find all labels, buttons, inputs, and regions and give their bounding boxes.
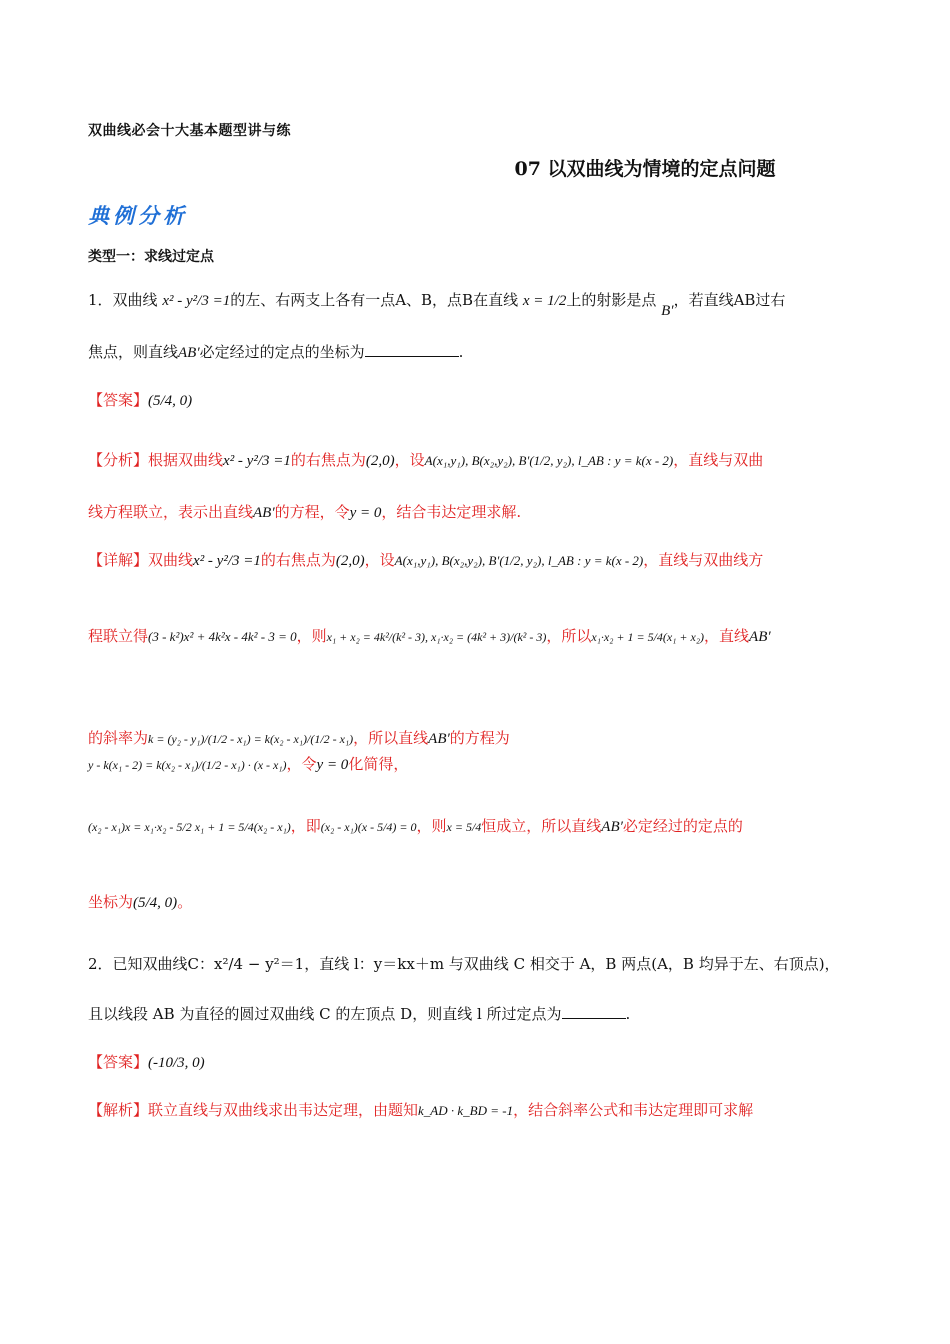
type-heading: 类型一：求线过定点 [88,249,214,265]
q1-line1: 1．双曲线 x² - y²/3 =1的左、右两支上各有一点A、B，点B在直线 x = 1/2上的射影是点 B′，若直线AB过右 [88,291,786,319]
detail1-line5: 坐标为(5/4, 0)。 [88,893,193,911]
q2-line2: 且以线段 AB 为直径的圆过双曲线 C 的左顶点 D，则直线 l 所过定点为 . [88,1005,631,1023]
q1-line-eq: x = 1/2 [522,293,567,309]
q1-hyperbola-eq: x² - y²/3 =1 [162,293,231,309]
detail1-line3b: y - k(x₁ - 2) = k(x₂ - x₁)/(1/2 - x₁) · (x - x₁)，令y = 0化简得， [88,755,409,773]
series-title: 双曲线必会十大基本题型讲与练 [88,123,291,139]
q1-line2: 焦点，则直线AB′必定经过的定点的坐标为 . [88,343,464,361]
detail1-line1: 【详解】双曲线x² - y²/3 =1的右焦点为(2,0)，设A(x₁,y₁), B(x₂,y₂), B′(1/2, y₂), l_AB : y = k(x - 2)，直线与双曲线方 [88,551,764,569]
detail1-line3: 的斜率为k = (y₂ - y₁)/(1/2 - x₁) = k(x₂ - x₁)/(1/2 - x₁)，所以直线AB′的方程为 [88,729,510,747]
q1-answer: 【答案】(5/4, 0) [88,391,193,409]
section-heading: 典例分析 [88,203,188,228]
detail1-line2: 程联立得(3 - k²)x² + 4k²x - 4k² - 3 = 0，则x₁ + x₂ = 4k²/(k² - 3), x₁·x₂ = (4k² + 3)/(k² - 3)，所以x₁·x₂ + 1 = 5/4(x₁ + x₂)，直线AB′ [88,627,771,645]
analysis1-line1: 【分析】根据双曲线x² - y²/3 =1的右焦点为(2,0)，设A(x₁,y₁), B(x₂,y₂), B′(1/2, y₂), l_AB : y = k(x - 2)，直线与双曲 [88,451,764,469]
answer-blank [365,342,459,357]
answer-blank [562,1004,626,1019]
detail1-line4: (x₂ - x₁)x = x₁·x₂ - 5/2 x₁ + 1 = 5/4(x₂ - x₁)，即(x₂ - x₁)(x - 5/4) = 0，则x = 5/4恒成立，所以直线AB′必定经过的定点的 [88,817,743,835]
analysis1-line2: 线方程联立，表示出直线AB′的方程，令y = 0，结合韦达定理求解. [88,503,522,521]
page-title: 07 以双曲线为情境的定点问题 [514,158,776,180]
analysis2-line1: 【解析】联立直线与双曲线求出韦达定理，由题知k_AD · k_BD = -1，结合斜率公式和韦达定理即可求解 [88,1101,754,1119]
q2-answer: 【答案】(-10/3, 0) [88,1053,205,1071]
q2-line1: 2．已知双曲线C：x²/4 − y²＝1，直线 l：y＝kx＋m 与双曲线 C 相交于 A，B 两点(A，B 均异于左、右顶点)， [88,955,840,973]
